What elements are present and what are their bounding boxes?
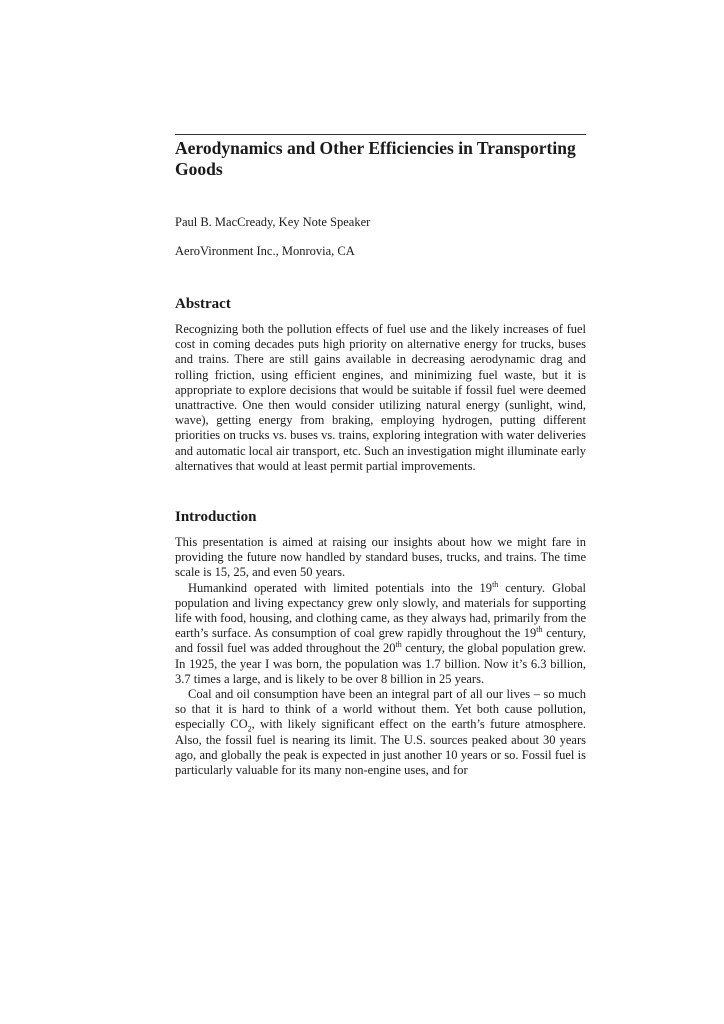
intro-p2-text-d: century, the global population grew. In 1925, the year I was born, the population was 1.7 billion. Now it’s 6.3 billion, 3.7 times a large, and is likely to be over 8 billion in 25 years. — [175, 641, 587, 686]
intro-paragraph-3 — [175, 687, 586, 778]
intro-p3-text-b: , with likely significant effect on the earth’s future atmosphere. Also, the fossil fuel is nearing its limit. The U.S. sources peaked about 30 years ago, and globally the peak is expected in just another 10 years or so. Fossil fuel is particularly valuable for its many non-engine uses, and for — [175, 717, 587, 778]
title-rule — [175, 134, 586, 135]
affiliation-line: AeroVironment Inc., Monrovia, CA — [175, 244, 355, 258]
ordinal-suffix: th — [536, 625, 543, 635]
abstract-text: Recognizing both the pollution effects of fuel use and the likely increases of fuel cost in coming decades puts high priority on alternative energy for trucks, buses and trains. There are still gains available in decreasing aerodynamic drag and rolling friction, using efficient engines, and minimizing fuel waste, but it is appropriate to explore decisions that would be suitable if fossil fuel were deemed unattractive. One then would consider utilizing natural energy (sunlight, wind, wave), getting energy from braking, employing hydrogen, putting different priorities on trucks vs. buses vs. trains, exploring integration with water deliveries and automatic local air transport, etc. Such an investigation might illuminate early alternatives that would at least permit partial improvements. — [175, 322, 586, 473]
intro-p2-text-b: century. Global population and living expectancy grew only slowly, and materials for supporting life with food, housing, and clothing came, as they always had, primarily from the earth’s surface. As consumption of coal grew rapidly throughout the 19 — [175, 580, 586, 641]
intro-paragraph-1: This presentation is aimed at raising our insights about how we might fare in providing the future now handled by standard buses, trucks, and trains. The time scale is 15, 25, and even 50 years. — [175, 535, 586, 580]
intro-paragraph-2 — [175, 581, 586, 687]
intro-p2-text-a: Humankind operated with limited potentials into the 19 — [188, 580, 493, 595]
intro-p3-text-a: Coal and oil consumption have been an integral part of all our lives – so much so that it is hard to think of a world without them. Yet both cause pollution, especially CO — [175, 687, 586, 732]
ordinal-suffix: th — [492, 579, 499, 589]
introduction-heading: Introduction — [175, 509, 257, 526]
paper-title: Aerodynamics and Other Efficiencies in Transporting Goods — [175, 138, 576, 179]
intro-p2-text-c: century, and fossil fuel was added throughout the 20 — [175, 626, 586, 656]
chemical-subscript: 2 — [247, 724, 252, 734]
abstract-heading: Abstract — [175, 296, 231, 312]
ordinal-suffix: th — [395, 640, 402, 650]
paper-page — [175, 134, 586, 778]
author-line: Paul B. MacCready, Key Note Speaker — [175, 215, 371, 229]
